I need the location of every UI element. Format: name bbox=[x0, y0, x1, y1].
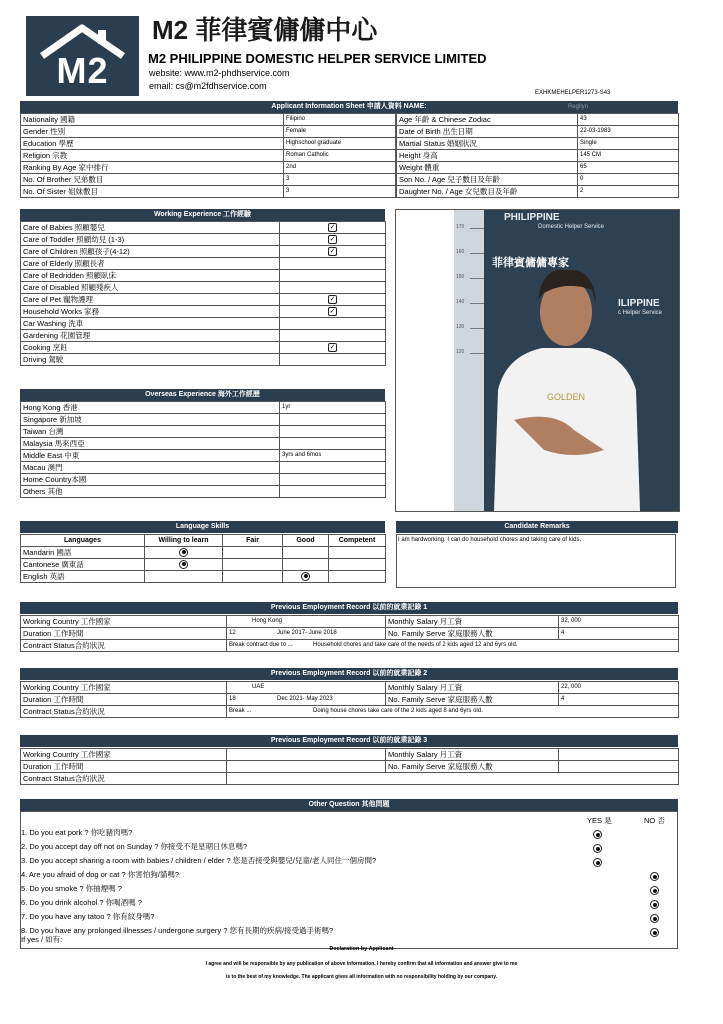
family-serve-label: No. Family Serve 家庭服務人數 bbox=[386, 761, 559, 773]
working-country-label: Working Country 工作國家 bbox=[21, 682, 227, 694]
employment-row bbox=[21, 773, 679, 785]
skill-check-cell bbox=[280, 330, 386, 342]
reference-number: EXHKMEHELPER1273-S43 bbox=[535, 90, 611, 96]
question-text: 1. Do you eat pork ? 你吃豬肉嗎? bbox=[21, 828, 133, 837]
applicant-field-value: 43 bbox=[578, 114, 679, 126]
overseas-field-row bbox=[21, 486, 386, 498]
monthly-salary-label: Monthly Salary 月工資 bbox=[386, 616, 559, 628]
language-level-cell bbox=[329, 559, 386, 571]
employment-header: Previous Employment Record 以前的就業記錄 3 bbox=[20, 735, 678, 747]
skill-check-cell bbox=[280, 246, 386, 258]
applicant-field-row bbox=[21, 150, 396, 162]
answer-selected-icon bbox=[593, 830, 602, 839]
language-column-header: Languages bbox=[21, 535, 145, 547]
skill-check-cell bbox=[280, 258, 386, 270]
working-country-label: Working Country 工作國家 bbox=[21, 616, 227, 628]
overseas-field-row bbox=[21, 474, 386, 486]
working-country-value: UAE bbox=[227, 682, 386, 694]
overseas-field-label: Others 其他 bbox=[21, 486, 280, 498]
applicant-field-value: 22-03-1983 bbox=[578, 126, 679, 138]
yes-column-label: YES 是 bbox=[587, 816, 612, 825]
contract-status-value: Break ... bbox=[229, 708, 252, 714]
overseas-field-value bbox=[280, 486, 386, 498]
skill-label: Cooking 烹飪 bbox=[21, 342, 280, 354]
skill-row bbox=[21, 318, 386, 330]
overseas-field-label: Malaysia 馬來西亞 bbox=[21, 438, 280, 450]
backdrop-brand: PHILIPPINE bbox=[504, 212, 560, 223]
overseas-field-value: 1yr bbox=[280, 402, 386, 414]
duties-text: Household chores and take care of the needs of 2 kids aged 12 and 6yrs old. bbox=[313, 642, 518, 648]
question-text: 7. Do you have any tatoo ? 你有紋身嗎? bbox=[21, 912, 155, 921]
skill-label: Care of Children 照顧孩子(4-12) bbox=[21, 246, 280, 258]
company-title: M2 菲律賓傭傭中心 bbox=[152, 15, 378, 45]
overseas-field-row bbox=[21, 462, 386, 474]
skill-row bbox=[21, 330, 386, 342]
overseas-field-value bbox=[280, 462, 386, 474]
applicant-field-label: No. Of Sister 姐妹數目 bbox=[21, 186, 284, 198]
duration-cell bbox=[227, 628, 386, 640]
monthly-salary-value: 32, 000 bbox=[559, 616, 679, 628]
duration-period: Dec 2021- May 2023 bbox=[277, 696, 333, 702]
contract-status-cell bbox=[227, 773, 679, 785]
checkbox-checked-icon: ✓ bbox=[329, 296, 336, 303]
overseas-field-row bbox=[21, 438, 386, 450]
language-column-header: Good bbox=[283, 535, 329, 547]
backdrop-subtitle: Domestic Helper Service bbox=[538, 224, 605, 230]
monthly-salary-value: 22, 000 bbox=[559, 682, 679, 694]
skill-check-cell bbox=[280, 354, 386, 366]
radio-selected-icon bbox=[301, 572, 310, 581]
question-text: 4. Are you afraid of dog or cat ? 你害怕狗/貓嗎? bbox=[21, 870, 179, 879]
applicant-field-label: Weight 體重 bbox=[397, 162, 578, 174]
skill-row bbox=[21, 282, 386, 294]
applicant-field-value: 65 bbox=[578, 162, 679, 174]
employment-row bbox=[21, 616, 679, 628]
overseas-field-value bbox=[280, 426, 386, 438]
language-level-cell bbox=[145, 559, 223, 571]
applicant-field-row bbox=[21, 126, 396, 138]
working-experience-header: Working Experience 工作經驗 bbox=[20, 209, 385, 221]
ruler-label: 160 bbox=[456, 249, 465, 255]
skill-row bbox=[21, 306, 386, 318]
applicant-field-row bbox=[397, 126, 679, 138]
applicant-field-row bbox=[21, 114, 396, 126]
language-label: English 英語 bbox=[21, 571, 145, 583]
question-text: 6. Do you drink alcohol ? 你喝酒嗎 ? bbox=[21, 898, 142, 907]
duration-cell bbox=[227, 761, 386, 773]
applicant-photo bbox=[395, 209, 680, 512]
language-column-header: Willing to learn bbox=[145, 535, 223, 547]
skill-label: Care of Disabled 照顧殘疾人 bbox=[21, 282, 280, 294]
duration-label: Duration 工作時間 bbox=[21, 694, 227, 706]
applicant-field-value: Female bbox=[284, 126, 396, 138]
contract-status-label: Contract Status合約狀況 bbox=[21, 706, 227, 718]
overseas-table bbox=[20, 401, 386, 498]
skill-check-cell bbox=[280, 318, 386, 330]
checkbox-checked-icon: ✓ bbox=[329, 236, 336, 243]
employment-table bbox=[20, 681, 679, 718]
applicant-field-value: 2 bbox=[578, 186, 679, 198]
skill-check-cell bbox=[280, 306, 386, 318]
language-row bbox=[21, 559, 386, 571]
applicant-field-row bbox=[397, 174, 679, 186]
applicant-field-label: Son No. / Age 兒子數目及年齡 bbox=[397, 174, 578, 186]
applicant-field-value: Highschool graduate bbox=[284, 138, 396, 150]
skill-check-cell bbox=[280, 342, 386, 354]
duration-months: 12 bbox=[229, 630, 236, 636]
answer-selected-icon bbox=[650, 900, 659, 909]
contract-status-cell bbox=[227, 706, 679, 718]
language-level-cell bbox=[223, 571, 283, 583]
applicant-field-row bbox=[397, 186, 679, 198]
language-level-cell bbox=[283, 547, 329, 559]
person-figure bbox=[454, 260, 679, 511]
skill-row bbox=[21, 246, 386, 258]
overseas-field-row bbox=[21, 414, 386, 426]
overseas-field-value bbox=[280, 474, 386, 486]
question-text: 3. Do you accept sharing a room with babies / children / elder ? 您是否接受與嬰兒/兒童/老人同住一個房間? bbox=[21, 856, 377, 865]
if-yes-label: If yes / 如有: bbox=[21, 935, 63, 944]
language-row bbox=[21, 571, 386, 583]
employment-header: Previous Employment Record 以前的就業記錄 1 bbox=[20, 602, 678, 614]
applicant-field-label: Martial Status 婚姻狀況 bbox=[397, 138, 578, 150]
employment-row bbox=[21, 682, 679, 694]
overseas-field-label: Taiwan 台灣 bbox=[21, 426, 280, 438]
language-level-cell bbox=[329, 547, 386, 559]
ruler-label: 140 bbox=[456, 299, 465, 305]
monthly-salary-label: Monthly Salary 月工資 bbox=[386, 749, 559, 761]
employment-row bbox=[21, 694, 679, 706]
duties-text: Doing house chores take care of the 2 kids aged 8 and 6yrs old. bbox=[313, 708, 483, 714]
applicant-info-header bbox=[20, 101, 678, 113]
contract-status-label: Contract Status合約狀況 bbox=[21, 640, 227, 652]
skill-label: Driving 駕駛 bbox=[21, 354, 280, 366]
applicant-field-value: Single bbox=[578, 138, 679, 150]
working-country-label: Working Country 工作國家 bbox=[21, 749, 227, 761]
skill-check-cell bbox=[280, 270, 386, 282]
skill-label: Gardening 花園管理 bbox=[21, 330, 280, 342]
language-header-row bbox=[21, 535, 386, 547]
employment-row bbox=[21, 706, 679, 718]
applicant-field-value: 3 bbox=[284, 174, 396, 186]
overseas-field-value: 3yrs and 6mos bbox=[280, 450, 386, 462]
language-level-cell bbox=[283, 571, 329, 583]
overseas-field-value bbox=[280, 414, 386, 426]
remarks-box bbox=[396, 534, 676, 588]
answer-selected-icon bbox=[593, 858, 602, 867]
declaration-line-1: I agree and will be responsible by any publication of above information. I hereby confirm that all information and answer give to me bbox=[205, 961, 518, 967]
language-skills-header: Language Skills bbox=[20, 521, 385, 533]
overseas-field-label: Home Country本國 bbox=[21, 474, 280, 486]
skill-row bbox=[21, 342, 386, 354]
family-serve-label: No. Family Serve 家庭服務人數 bbox=[386, 628, 559, 640]
svg-text:GOLDEN: GOLDEN bbox=[546, 392, 586, 402]
duration-period: June 2017- June 2018 bbox=[277, 630, 337, 636]
remarks-header: Candidate Remarks bbox=[396, 521, 678, 533]
applicant-field-label: Ranking By Age 家中排行 bbox=[21, 162, 284, 174]
overseas-field-label: Singapore 新加坡 bbox=[21, 414, 280, 426]
declaration-title: Declaration by Applicant bbox=[329, 946, 394, 952]
working-experience-table bbox=[20, 221, 386, 366]
question-text: 5. Do you smoke ? 你抽煙嗎 ? bbox=[21, 884, 122, 893]
answer-selected-icon bbox=[650, 914, 659, 923]
applicant-field-value: 3 bbox=[284, 186, 396, 198]
contract-status-value: Break contract due to ... bbox=[229, 642, 293, 648]
applicant-field-row bbox=[21, 162, 396, 174]
duration-cell bbox=[227, 694, 386, 706]
language-label: Cantonese 廣東話 bbox=[21, 559, 145, 571]
answer-selected-icon bbox=[593, 844, 602, 853]
logo-text: M2 bbox=[56, 50, 109, 91]
website-link[interactable]: website: www.m2-phdhservice.com bbox=[149, 68, 290, 78]
applicant-field-label: Education 學歷 bbox=[21, 138, 284, 150]
applicant-field-label: Age 年齡 & Chinese Zodiac bbox=[397, 114, 578, 126]
language-column-header: Fair bbox=[223, 535, 283, 547]
applicant-field-value: 2nd bbox=[284, 162, 396, 174]
applicant-field-row bbox=[397, 114, 679, 126]
ruler-tick bbox=[470, 228, 484, 229]
overseas-header: Overseas Experience 海外工作經歷 bbox=[20, 389, 385, 401]
overseas-field-label: Middle East 中東 bbox=[21, 450, 280, 462]
backdrop-brand-2: ILIPPINE bbox=[618, 298, 660, 309]
skill-label: Household Works 家務 bbox=[21, 306, 280, 318]
overseas-field-row bbox=[21, 426, 386, 438]
other-questions-header: Other Question 其他問題 bbox=[20, 799, 678, 811]
no-column-label: NO 否 bbox=[644, 816, 665, 825]
answer-selected-icon bbox=[650, 872, 659, 881]
declaration-line-2: is to the best of my knowledge. The applicant gives all information with no responsibility holding by our company. bbox=[225, 974, 498, 980]
skill-label: Car Washing 洗車 bbox=[21, 318, 280, 330]
applicant-field-value: 0 bbox=[578, 174, 679, 186]
overseas-field-value bbox=[280, 438, 386, 450]
question-text: 8. Do you have any prolonged illnesses / undergone surgery ? 您有長期的疾病/接受過手術嗎? bbox=[21, 926, 334, 935]
language-level-cell bbox=[283, 559, 329, 571]
monthly-salary-value bbox=[559, 749, 679, 761]
working-country-value: Hong Kong bbox=[227, 616, 386, 628]
employment-header: Previous Employment Record 以前的就業記錄 2 bbox=[20, 668, 678, 680]
answer-selected-icon bbox=[650, 928, 659, 937]
applicant-field-label: Daughter No. / Age 女兒數目及年齡 bbox=[397, 186, 578, 198]
skill-row bbox=[21, 222, 386, 234]
checkbox-checked-icon: ✓ bbox=[329, 224, 336, 231]
skill-row bbox=[21, 234, 386, 246]
employment-row bbox=[21, 749, 679, 761]
overseas-field-label: Macau 澳門 bbox=[21, 462, 280, 474]
family-serve-value: 4 bbox=[559, 628, 679, 640]
duration-months: 18 bbox=[229, 696, 236, 702]
employment-row bbox=[21, 761, 679, 773]
duration-label: Duration 工作時間 bbox=[21, 761, 227, 773]
skill-row bbox=[21, 270, 386, 282]
applicant-field-row bbox=[397, 150, 679, 162]
contract-status-label: Contract Status合約狀況 bbox=[21, 773, 227, 785]
employment-row bbox=[21, 640, 679, 652]
skill-row bbox=[21, 294, 386, 306]
language-level-cell bbox=[145, 547, 223, 559]
family-serve-value: 4 bbox=[559, 694, 679, 706]
ruler-label: 120 bbox=[456, 349, 465, 355]
email-link[interactable]: email: cs@m2fdhservice.com bbox=[149, 81, 267, 91]
applicant-right-table bbox=[396, 113, 679, 198]
contract-status-cell bbox=[227, 640, 679, 652]
radio-selected-icon bbox=[179, 560, 188, 569]
ruler-label: 170 bbox=[456, 224, 465, 230]
applicant-name: Regilyn bbox=[568, 104, 589, 110]
applicant-field-label: Date of Birth 出生日期 bbox=[397, 126, 578, 138]
applicant-field-row bbox=[397, 138, 679, 150]
remarks-text: I am hardworking. I can do household chores and taking care of kids. bbox=[398, 537, 582, 543]
question-text: 2. Do you accept day off not on Sunday ? 你接受不是星期日休息嗎? bbox=[21, 842, 248, 851]
skill-label: Care of Pet 寵物護理 bbox=[21, 294, 280, 306]
ruler-label: 130 bbox=[456, 324, 465, 330]
applicant-field-value: Filipino bbox=[284, 114, 396, 126]
applicant-field-label: Religion 宗教 bbox=[21, 150, 284, 162]
company-logo bbox=[26, 16, 139, 96]
overseas-field-row bbox=[21, 450, 386, 462]
ruler-tick bbox=[470, 253, 484, 254]
skill-check-cell bbox=[280, 234, 386, 246]
employment-table bbox=[20, 615, 679, 652]
language-column-header: Competent bbox=[329, 535, 386, 547]
applicant-field-value: 145 CM bbox=[578, 150, 679, 162]
skill-label: Care of Babies 照顧嬰兒 bbox=[21, 222, 280, 234]
applicant-field-label: Height 身高 bbox=[397, 150, 578, 162]
skill-label: Care of Bedridden 照顧臥床 bbox=[21, 270, 280, 282]
skill-label: Care of Toddler 照顧幼兒 (1-3) bbox=[21, 234, 280, 246]
checkbox-checked-icon: ✓ bbox=[329, 248, 336, 255]
company-subtitle: M2 PHILIPPINE DOMESTIC HELPER SERVICE LIMITED bbox=[148, 51, 487, 66]
skill-check-cell bbox=[280, 294, 386, 306]
applicant-field-row bbox=[21, 138, 396, 150]
applicant-left-table bbox=[20, 113, 396, 198]
language-level-cell bbox=[223, 559, 283, 571]
applicant-field-label: No. Of Brother 兄弟數目 bbox=[21, 174, 284, 186]
skill-row bbox=[21, 258, 386, 270]
checkbox-checked-icon: ✓ bbox=[329, 308, 336, 315]
radio-selected-icon bbox=[179, 548, 188, 557]
employment-table bbox=[20, 748, 679, 785]
applicant-field-label: Nationality 國籍 bbox=[21, 114, 284, 126]
skill-check-cell bbox=[280, 282, 386, 294]
backdrop-subtitle-2: c Helper Service bbox=[618, 310, 663, 316]
applicant-field-row bbox=[21, 174, 396, 186]
language-skills-table bbox=[20, 534, 386, 583]
monthly-salary-label: Monthly Salary 月工資 bbox=[386, 682, 559, 694]
answer-selected-icon bbox=[650, 886, 659, 895]
applicant-field-label: Gender 性別 bbox=[21, 126, 284, 138]
ruler-label: 150 bbox=[456, 274, 465, 280]
checkbox-checked-icon: ✓ bbox=[329, 344, 336, 351]
family-serve-label: No. Family Serve 家庭服務人數 bbox=[386, 694, 559, 706]
overseas-field-row bbox=[21, 402, 386, 414]
applicant-field-row bbox=[397, 162, 679, 174]
language-level-cell bbox=[145, 571, 223, 583]
duration-label: Duration 工作時間 bbox=[21, 628, 227, 640]
skill-check-cell bbox=[280, 222, 386, 234]
language-level-cell bbox=[223, 547, 283, 559]
photo-banner-text: 菲律賓傭傭專家 bbox=[492, 257, 569, 269]
skill-label: Care of Elderly 照顧長者 bbox=[21, 258, 280, 270]
overseas-field-label: Hong Kong 香港 bbox=[21, 402, 280, 414]
language-level-cell bbox=[329, 571, 386, 583]
employment-row bbox=[21, 628, 679, 640]
applicant-info-title: Applicant Information Sheet 申請人資料 NAME: bbox=[271, 103, 427, 110]
skill-row bbox=[21, 354, 386, 366]
applicant-field-value: Roman Catholic bbox=[284, 150, 396, 162]
applicant-field-row bbox=[21, 186, 396, 198]
family-serve-value bbox=[559, 761, 679, 773]
language-row bbox=[21, 547, 386, 559]
language-label: Mandarin 國語 bbox=[21, 547, 145, 559]
working-country-value bbox=[227, 749, 386, 761]
